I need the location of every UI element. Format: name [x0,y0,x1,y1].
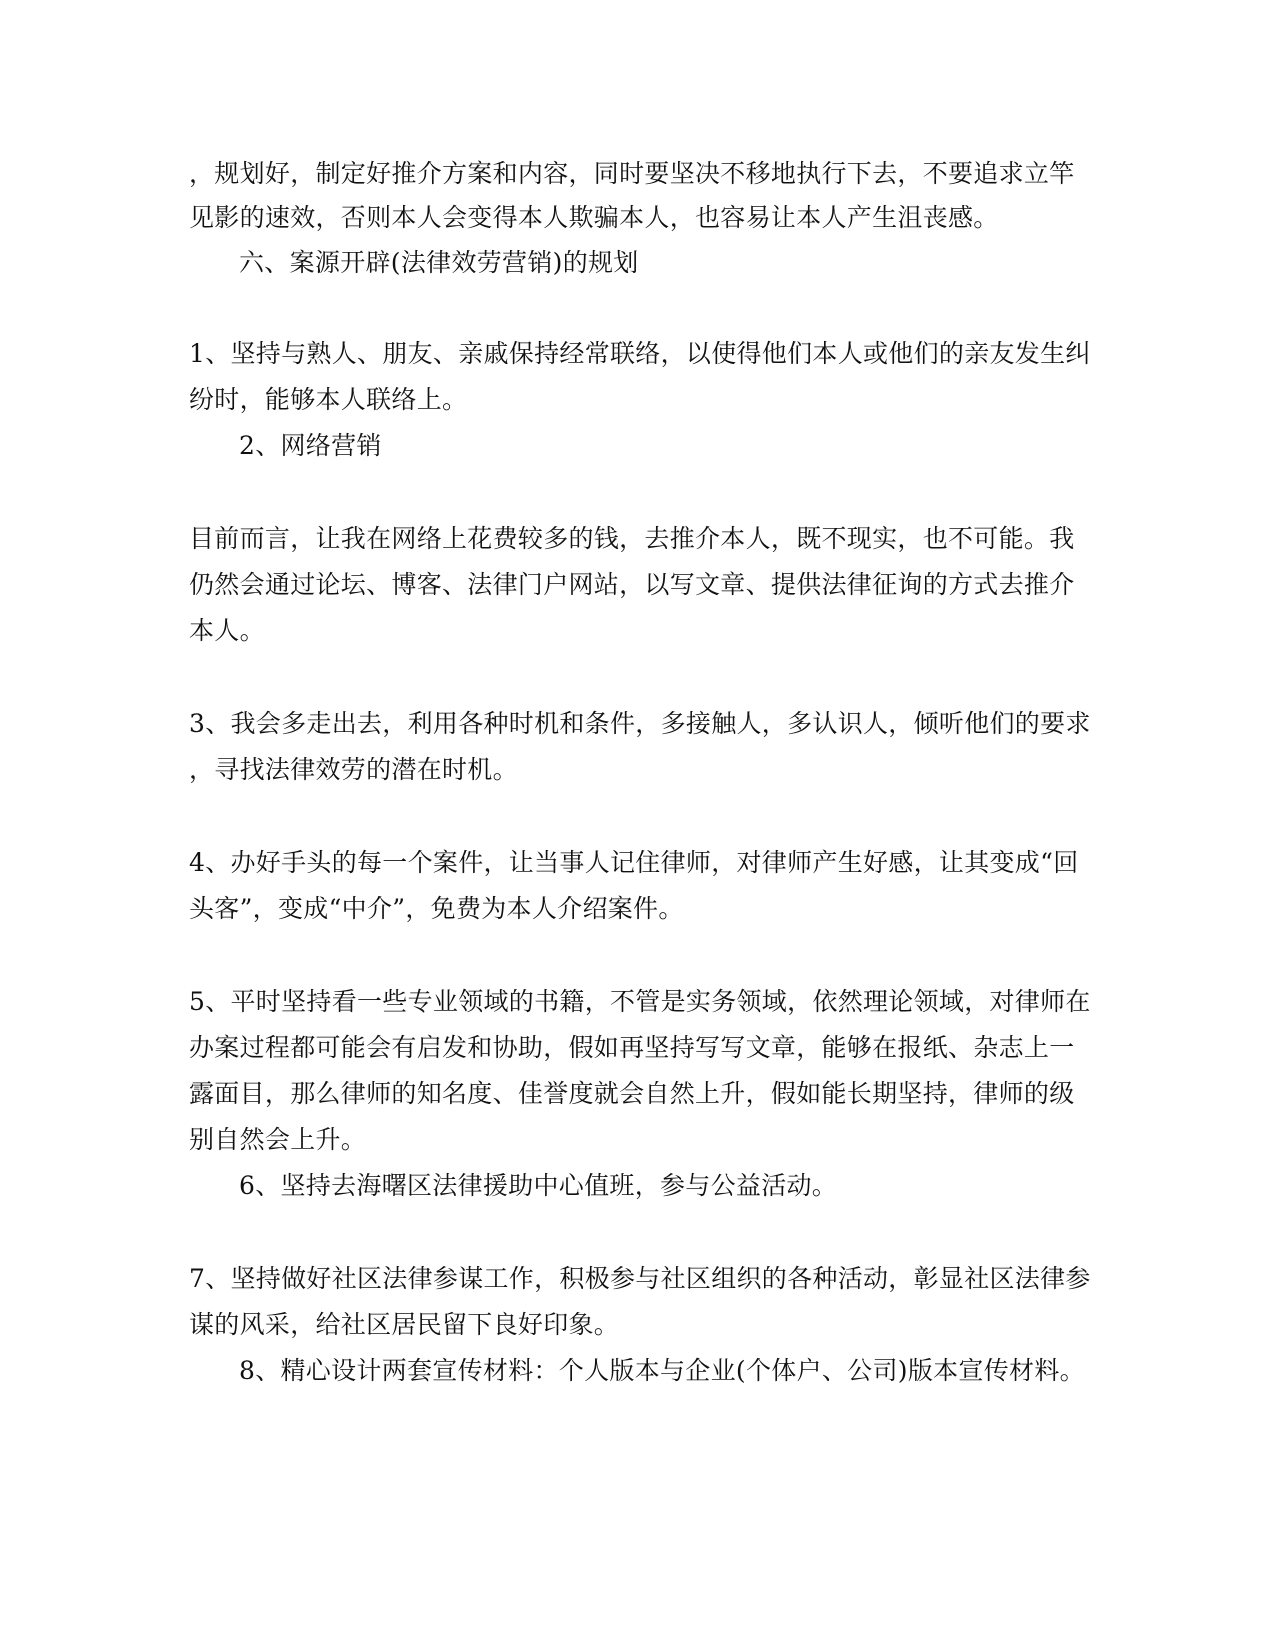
item-2-line-2: 仍然会通过论坛、博客、法律门户网站，以写文章、提供法律征询的方式去推介 [189,570,1075,599]
item-7-line-2: 谋的风采，给社区居民留下良好印象。 [189,1310,620,1339]
text-line-2: 见影的速效，否则本人会变得本人欺骗本人，也容易让本人产生沮丧感。 [189,203,999,232]
item-3-line-1: 3、我会多走出去，利用各种时机和条件，多接触人，多认识人，倾听他们的要求 [189,709,1091,738]
item-5-line-1: 5、平时坚持看一些专业领域的书籍，不管是实务领域，依然理论领域，对律师在 [189,987,1091,1016]
item-5-line-4: 别自然会上升。 [189,1125,367,1154]
item-2-line-3: 本人。 [189,616,265,645]
item-1-line-1: 1、坚持与熟人、朋友、亲戚保持经常联络，以使得他们本人或他们的亲友发生纠 [189,339,1091,368]
item-7-line-1: 7、坚持做好社区法律参谋工作，积极参与社区组织的各种活动，彰显社区法律参 [189,1264,1091,1293]
item-2-heading: 2、网络营销 [239,431,382,460]
item-6-line-1: 6、坚持去海曙区法律援助中心值班，参与公益活动。 [239,1171,838,1200]
section-heading-6: 六、案源开辟(法律效劳营销)的规划 [239,248,639,277]
text-line-1: ，规划好，制定好推介方案和内容，同时要坚决不移地执行下去，不要追求立竿 [189,159,1075,188]
item-4-line-2: 头客”，变成“中介”，免费为本人介绍案件。 [189,894,684,923]
item-5-line-3: 露面目，那么律师的知名度、佳誉度就会自然上升，假如能长期坚持，律师的级 [189,1079,1075,1108]
item-3-line-2: ，寻找法律效劳的潜在时机。 [189,755,518,784]
item-1-line-2: 纷时，能够本人联络上。 [189,385,468,414]
item-4-line-1: 4、办好手头的每一个案件，让当事人记住律师，对律师产生好感，让其变成“回 [189,848,1079,877]
item-5-line-2: 办案过程都可能会有启发和协助，假如再坚持写写文章，能够在报纸、杂志上一 [189,1033,1075,1062]
item-8-line-1: 8、精心设计两套宣传材料：个人版本与企业(个体户、公司)版本宣传材料。 [239,1356,1085,1385]
item-2-line-1: 目前而言，让我在网络上花费较多的钱，去推介本人，既不现实，也不可能。我 [189,524,1075,553]
